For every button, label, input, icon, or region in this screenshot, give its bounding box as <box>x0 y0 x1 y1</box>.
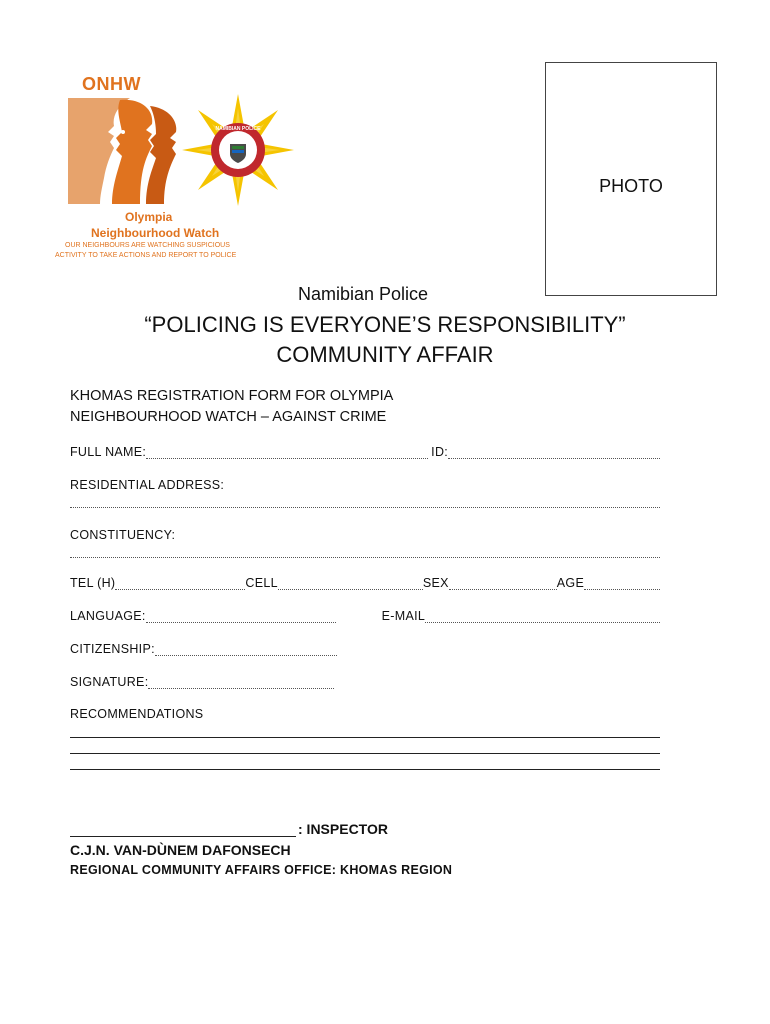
cell-label: CELL <box>245 576 278 590</box>
office-name: REGIONAL COMMUNITY AFFAIRS OFFICE: KHOMAS REGION <box>70 863 453 877</box>
language-email-row <box>70 609 660 623</box>
cell-field[interactable] <box>278 577 423 590</box>
inspector-name: C.J.N. VAN-DÙNEM DAFONSECH <box>70 842 291 858</box>
citizenship-row <box>70 642 337 656</box>
constituency-row <box>70 528 175 542</box>
id-label: ID: <box>431 445 449 459</box>
email-field[interactable] <box>425 610 660 623</box>
language-field[interactable] <box>146 610 336 623</box>
full-name-row <box>70 445 660 459</box>
constituency-field[interactable] <box>70 557 660 558</box>
faces-silhouette-icon <box>60 96 180 206</box>
badge-text: NAMIBIAN POLICE <box>215 126 261 132</box>
recommendations-line-3[interactable] <box>70 769 660 770</box>
tel-h-label: TEL (H) <box>70 576 116 590</box>
photo-label: PHOTO <box>599 176 663 196</box>
organization-name: Namibian Police <box>298 284 429 304</box>
recommendations-row <box>70 707 203 721</box>
logo-motto-line1: OUR NEIGHBOURS ARE WATCHING SUSPICIOUS <box>65 242 230 249</box>
language-label: LANGUAGE: <box>70 609 146 623</box>
logo-block <box>55 70 300 265</box>
constituency-label: CONSTITUENCY: <box>70 528 176 542</box>
residential-address-field[interactable] <box>70 507 660 508</box>
recommendations-label: RECOMMENDATIONS <box>70 707 204 721</box>
citizenship-field[interactable] <box>155 643 337 656</box>
logo-name-line1: Olympia <box>125 210 173 224</box>
inspector-label: : INSPECTOR <box>298 821 388 837</box>
sex-field[interactable] <box>449 577 557 590</box>
logo-motto-line2: ACTIVITY TO TAKE ACTIONS AND REPORT TO POLICE <box>55 252 237 259</box>
form-title-line2: NEIGHBOURHOOD WATCH – AGAINST CRIME <box>70 409 387 425</box>
slogan: “POLICING IS EVERYONE’S RESPONSIBILITY” <box>144 312 626 337</box>
contact-row <box>70 576 660 590</box>
logo-name-line2: Neighbourhood Watch <box>91 226 220 240</box>
signature-field[interactable] <box>148 676 334 689</box>
email-label: E-MAIL <box>381 609 426 623</box>
id-field[interactable] <box>448 446 660 459</box>
citizenship-label: CITIZENSHIP: <box>70 642 155 656</box>
police-star-badge-icon <box>182 94 294 206</box>
recommendations-line-1[interactable] <box>70 737 660 738</box>
full-name-label: FULL NAME: <box>70 445 147 459</box>
tel-h-field[interactable] <box>115 577 245 590</box>
inspector-signature-line[interactable] <box>70 836 296 837</box>
sex-label: SEX <box>422 576 449 590</box>
logo-acronym: ONHW <box>82 74 141 94</box>
photo-box <box>545 62 717 296</box>
recommendations-line-2[interactable] <box>70 753 660 754</box>
form-title-line1: KHOMAS REGISTRATION FORM FOR OLYMPIA <box>70 388 394 404</box>
subtitle: COMMUNITY AFFAIR <box>276 342 494 367</box>
signature-label: SIGNATURE: <box>70 675 149 689</box>
residential-address-label: RESIDENTIAL ADDRESS: <box>70 478 225 492</box>
age-field[interactable] <box>584 577 660 590</box>
signature-row <box>70 675 334 689</box>
residential-address-row <box>70 478 224 492</box>
full-name-field[interactable] <box>146 446 428 459</box>
age-label: AGE <box>556 576 585 590</box>
